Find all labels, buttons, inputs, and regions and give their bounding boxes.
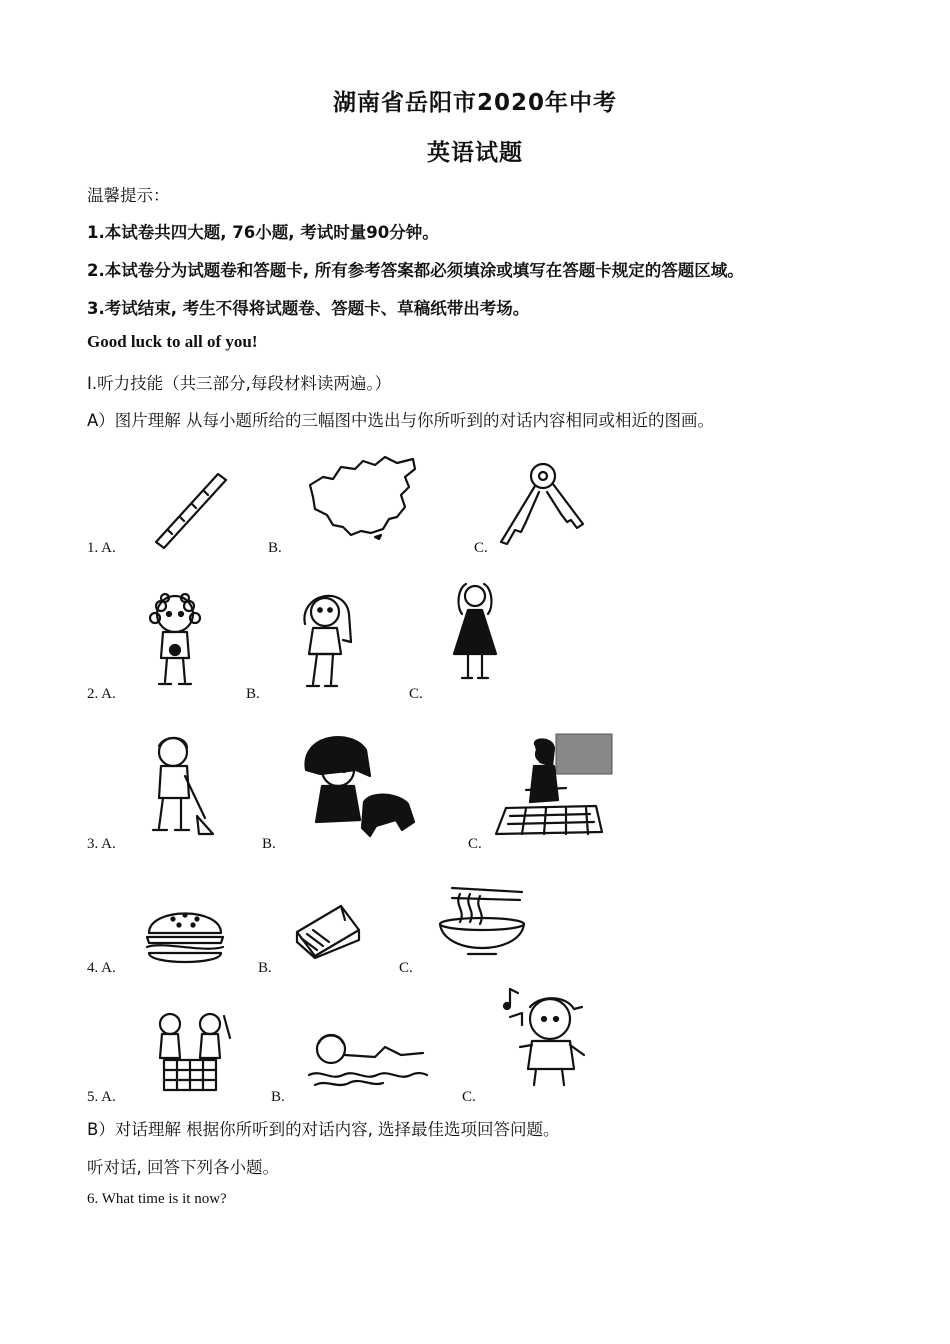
q3-option-c: C. [468,836,482,852]
q2-option-b: B. [246,686,260,702]
china-map-icon [305,455,420,540]
dress-girl-icon [450,580,500,684]
q1-option-c: C. [474,540,488,556]
ruler-icon [148,468,230,550]
section-heading: I.听力技能（共三部分,每段材料读两遍。） [87,374,392,393]
exam-title: 湖南省岳阳市2020年中考 [332,90,617,116]
sweeping-boy-icon [147,732,217,836]
part-b-instruction: B）对话理解 根据你所听到的对话内容, 选择最佳选项回答问题。 [87,1120,560,1139]
q4-option-a: 4. A. [87,960,116,976]
long-hair-girl-icon [295,584,357,690]
listening-instruction: 听对话, 回答下列各小题。 [87,1158,279,1177]
q3-option-a: 3. A. [87,836,116,852]
q5-option-a: 5. A. [87,1089,116,1105]
keys-icon [495,458,590,548]
part-a-instruction: A）图片理解 从每小题所给的三幅图中选出与你所听到的对话内容相同或相近的图画。 [87,411,715,430]
note-item-2: 2.本试卷分为试题卷和答题卡, 所有参考答案都必须填涂或填写在答题卡规定的答题区域。 [87,261,744,280]
hamburger-icon [143,903,227,969]
curly-hair-girl-icon [145,592,205,688]
question-6: 6. What time is it now? [87,1191,227,1207]
q4-option-c: C. [399,960,413,976]
q1-option-a: 1. A. [87,540,116,556]
singing-boy-icon [500,985,592,1089]
exam-subtitle: 英语试题 [427,140,523,166]
sandwich-icon [293,902,363,960]
q3-option-b: B. [262,836,276,852]
q5-option-c: C. [462,1089,476,1105]
notes-heading: 温馨提示： [87,186,170,205]
q4-option-b: B. [258,960,272,976]
woman-cooking-icon [486,730,616,840]
q2-option-c: C. [409,686,423,702]
q2-option-a: 2. A. [87,686,116,702]
q1-option-b: B. [268,540,282,556]
swimming-icon [305,1025,430,1089]
q5-option-b: B. [271,1089,285,1105]
girl-with-dog-icon [300,730,418,838]
noodles-icon [436,880,528,966]
playing-chess-icon [150,1008,235,1094]
note-item-3: 3.考试结束, 考生不得将试题卷、答题卡、草稿纸带出考场。 [87,299,530,318]
good-luck-text: Good luck to all of you! [87,332,258,351]
note-item-1: 1.本试卷共四大题, 76小题, 考试时量90分钟。 [87,223,439,242]
